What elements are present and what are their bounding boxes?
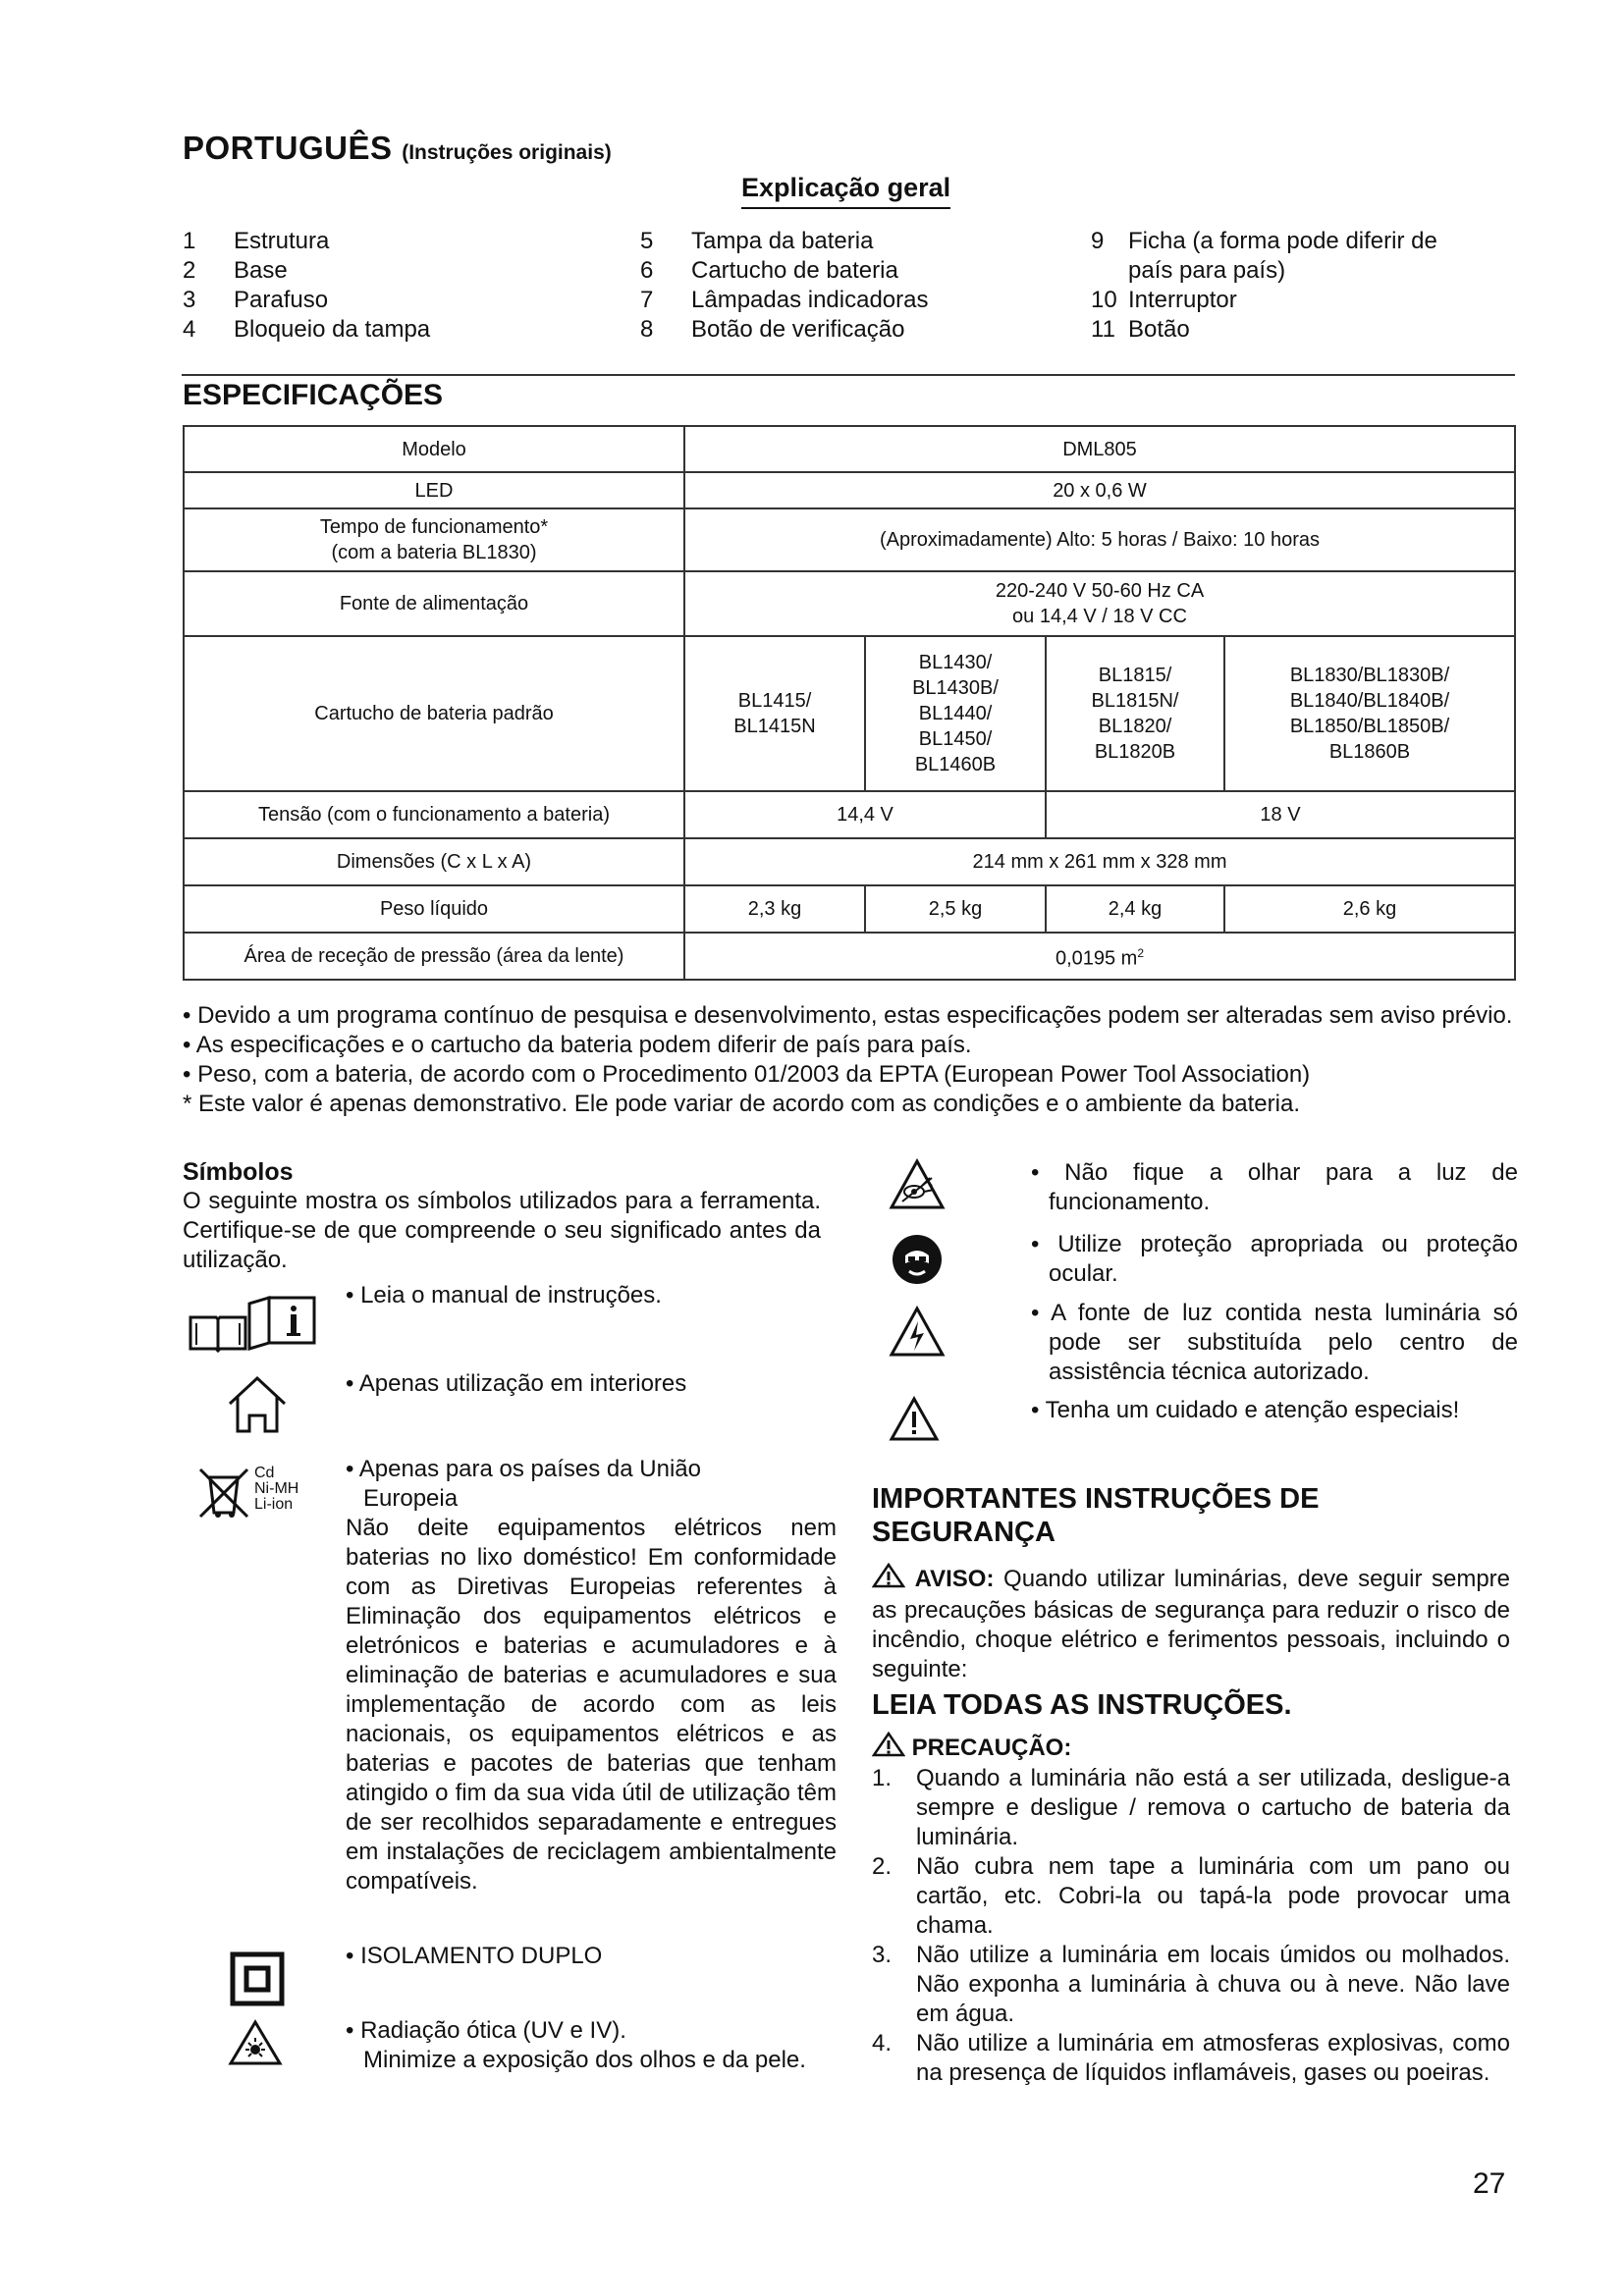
specifications-table (183, 425, 1516, 981)
note-item: • Devido a um programa contínuo de pesquisa e desenvolvimento, estas especificações podem ser alteradas sem aviso prévio. (183, 1002, 1513, 1029)
list-item: 4 Bloqueio da tampa (183, 316, 431, 343)
list-item: 1. Quando a luminária não está a ser utilizada, desligue-a sempre e desligue / remova o cartucho de bateria da luminária. (872, 1765, 1510, 1850)
table-cell: Tensão (com o funcionamento a bateria) (184, 791, 684, 838)
table-cell: Tempo de funcionamento* (com a bateria BL1830) (184, 508, 684, 571)
table-row (184, 791, 1515, 838)
table-cell: BL1415/ BL1415N (684, 636, 865, 791)
table-cell: 2,3 kg (684, 885, 865, 933)
caution-icon (889, 1396, 940, 1448)
house-icon (226, 1374, 289, 1442)
symbol-double-insulation-text: • ISOLAMENTO DUPLO (346, 1943, 603, 1969)
table-cell: 0,0195 $m^2$ (684, 933, 1515, 980)
symbol-eye-protection-text: • Utilize proteção apropriada ou proteção ocular. (1031, 1231, 1518, 1287)
note-item: • As especificações e o cartucho da bateria podem diferir de país para país. (183, 1032, 972, 1058)
weee-bin-icon (196, 1466, 251, 1525)
table-cell: 20 x 0,6 W (684, 472, 1515, 508)
warning-paragraph: AVISO: Quando utilizar luminárias, deve seguir sempre as precauções básicas de segurança para reduzir o risco de incêndio, choque elétrico e ferimentos pessoais, incluindo o seguinte: (872, 1563, 1510, 1684)
safety-title: IMPORTANTES INSTRUÇÕES DE SEGURANÇA (872, 1483, 1320, 1548)
table-cell: 2,6 kg (1224, 885, 1515, 933)
list-item: 3. Não utilize a luminária em locais úmidos ou molhados. Não exponha a luminária à chuva ou à neve. Não lave em água. (872, 1942, 1510, 2027)
specifications-title: ESPECIFICAÇÕES (183, 379, 444, 411)
list-item: 8 Botão de verificação (640, 316, 905, 343)
section-title: Explicação geral (741, 173, 950, 209)
table-cell: BL1815/ BL1815N/ BL1820/ BL1820B (1046, 636, 1224, 791)
weee-battery-labels: Cd Ni-MH Li-ion (254, 1465, 299, 1513)
list-item: 3 Parafuso (183, 287, 329, 313)
table-cell: 220-240 V 50-60 Hz CA ou 14,4 V / 18 V CC (684, 571, 1515, 636)
table-row (184, 426, 1515, 472)
list-item: país para país) (1128, 257, 1286, 284)
table-row (184, 933, 1515, 980)
table-cell: 214 mm x 261 mm x 328 mm (684, 838, 1515, 885)
list-item: 10 Interruptor (1091, 287, 1237, 313)
table-cell: 18 V (1046, 791, 1515, 838)
list-item: 6 Cartucho de bateria (640, 257, 898, 284)
electric-hazard-icon (889, 1306, 946, 1363)
list-item: 1 Estrutura (183, 228, 330, 254)
note-item: • Peso, com a bateria, de acordo com o Procedimento 01/2003 da EPTA (European Power Tool Association) (183, 1061, 1311, 1088)
eye-protection-icon (892, 1234, 943, 1290)
caution-heading: PRECAUÇÃO: (872, 1732, 1071, 1765)
parts-column-1 (183, 227, 615, 345)
list-item: 2. Não cubra nem tape a luminária com um pano ou cartão, etc. Cobri-la ou tapá-la pode provocar uma chama. (872, 1853, 1510, 1939)
symbol-indoor-text: • Apenas utilização em interiores (346, 1370, 687, 1397)
table-row (184, 838, 1515, 885)
table-cell: BL1430/ BL1430B/ BL1440/ BL1450/ BL1460B (865, 636, 1046, 791)
table-cell: (Aproximadamente) Alto: 5 horas / Baixo: 10 horas (684, 508, 1515, 571)
list-item: 11 Botão (1091, 316, 1190, 343)
list-item: 5 Tampa da bateria (640, 228, 874, 254)
divider (182, 374, 1515, 376)
warning-icon (872, 1732, 905, 1765)
symbol-manual-text: • Leia o manual de instruções. (346, 1282, 662, 1308)
table-cell: BL1830/BL1830B/ BL1840/BL1840B/ BL1850/BL1850B/ BL1860B (1224, 636, 1515, 791)
list-item: 4. Não utilize a luminária em atmosferas explosivas, como na presença de líquidos inflamáveis, gases ou poeiras. (872, 2030, 1510, 2086)
symbol-caution-text: • Tenha um cuidado e atenção especiais! (1031, 1397, 1460, 1423)
table-cell: 14,4 V (684, 791, 1046, 838)
read-manual-icon (187, 1294, 326, 1358)
language-title: PORTUGUÊS (183, 130, 393, 166)
parts-column-2 (640, 227, 1053, 345)
table-cell: Fonte de alimentação (184, 571, 684, 636)
list-item: 9 Ficha (a forma pode diferir de (1091, 228, 1437, 254)
list-item: 7 Lâmpadas indicadoras (640, 287, 929, 313)
page-number: 27 (1473, 2167, 1506, 2200)
table-row (184, 472, 1515, 508)
symbols-title: Símbolos (183, 1158, 294, 1186)
symbol-replace-light-text: • A fonte de luz contida nesta luminária só pode ser substituída pelo centro de assistência técnica autorizado. (1031, 1300, 1518, 1385)
symbol-radiation-text: • Radiação ótica (UV e IV). Minimize a exposição dos olhos e da pele. (346, 2017, 806, 2073)
note-item: * Este valor é apenas demonstrativo. Ele pode variar de acordo com as condições e o ambiente da bateria. (183, 1091, 1300, 1117)
table-row (184, 636, 1515, 791)
table-cell: Área de receção de pressão (área da lente) (184, 933, 684, 980)
optical-radiation-icon (228, 2018, 283, 2072)
read-all-title: LEIA TODAS AS INSTRUÇÕES. (872, 1689, 1292, 1721)
specification-notes (183, 1001, 1528, 1119)
parts-column-3 (1091, 227, 1523, 345)
symbol-eu-text: • Apenas para os países da União Europeia Não deite equipamentos elétricos nem baterias no lixo doméstico! Em conformidade com as Diretivas Europeias referentes à Eliminação dos equipamentos elétricos e eletrónicos e baterias e acumuladores e à eliminação de baterias e acumuladores e sua implementação de acordo com as leis nacionais, os equipamentos elétricos e as baterias e pacotes de baterias que tenham atingido o fim da sua vida útil de utilização têm de ser recolhidos separadamente e entregues em instalações de reciclagem ambientalmente compatíveis. (346, 1456, 837, 1895)
symbol-no-stare-text: • Não fique a olhar para a luz de funcionamento. (1031, 1159, 1518, 1215)
precaution-list (872, 1764, 1510, 2088)
list-item: 2 Base (183, 257, 288, 284)
table-row (184, 885, 1515, 933)
table-cell: Modelo (184, 426, 684, 472)
symbols-intro: O seguinte mostra os símbolos utilizados para a ferramenta. Certifique-se de que compreende o seu significado antes da utilização. (183, 1188, 821, 1273)
table-row (184, 571, 1515, 636)
table-cell: 2,5 kg (865, 885, 1046, 933)
double-insulation-icon (230, 1951, 285, 2011)
table-row (184, 508, 1515, 571)
table-cell: Peso líquido (184, 885, 684, 933)
language-subtitle: (Instruções originais) (402, 141, 612, 164)
table-cell: 2,4 kg (1046, 885, 1224, 933)
language-heading (183, 130, 612, 167)
do-not-stare-icon (889, 1158, 946, 1216)
table-cell: Dimensões (C x L x A) (184, 838, 684, 885)
table-cell: DML805 (684, 426, 1515, 472)
warning-icon (872, 1563, 905, 1596)
table-cell: LED (184, 472, 684, 508)
table-cell: Cartucho de bateria padrão (184, 636, 684, 791)
